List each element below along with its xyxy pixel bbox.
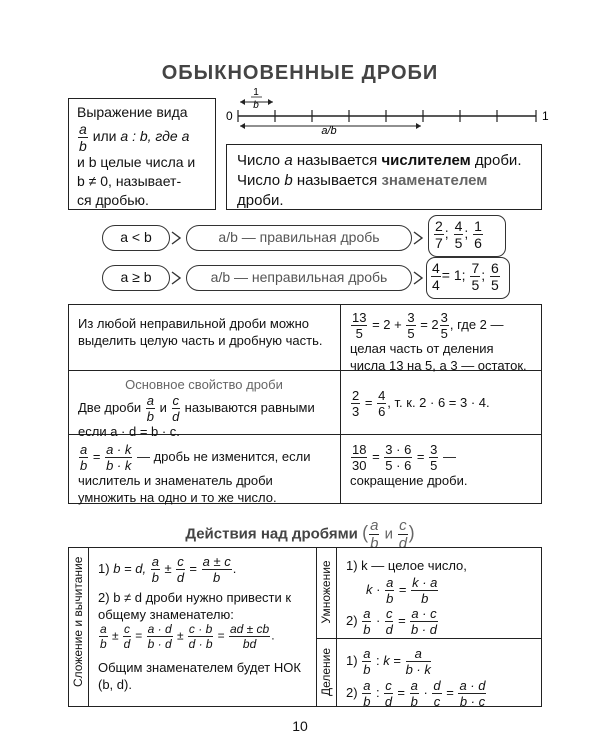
improper-condition: a ≥ b xyxy=(102,265,170,291)
def-line4: b ≠ 0, называет- xyxy=(77,173,182,189)
proper-condition: a < b xyxy=(102,225,170,251)
improper-examples: $\frac{4}{4}$ = 1; $\frac{7}{5}$ ; $\frac{6}{5}$ xyxy=(426,257,510,299)
rule-main-heading: Основное свойство дроби xyxy=(125,377,283,392)
numer-line1: Число a называется числителем дроби. xyxy=(237,152,522,169)
def-line5: ся дробью. xyxy=(77,192,149,208)
numer-line2: Число b называется знаменателем xyxy=(237,172,488,189)
add-case-1: 1) b = d, $\frac{a}{b}$ ± $\frac{c}{d}$ = $\frac{a \pm c}{b}$ . xyxy=(98,554,237,585)
arrow-icon xyxy=(170,230,186,246)
arrow-icon xyxy=(170,270,186,286)
label-multiply: Умножение xyxy=(319,560,333,624)
proper-examples: $\frac{2}{7}$ ; $\frac{4}{5}$ ; $\frac{1}{6}$ xyxy=(428,215,506,257)
add-case-2: 2) b ≠ d дроби нужно привести к общему знаменателю: xyxy=(98,590,292,622)
definition-box xyxy=(68,98,216,210)
fraction-a-b: $\frac{a}{b}$ xyxy=(79,121,87,154)
label-add-sub: Сложение и вычитание xyxy=(71,556,85,687)
unit-num: 1 xyxy=(253,87,259,98)
rule-main-example: $\frac{2}{3}$ = $\frac{4}{6}$ , т. к. 2 · 6 = 3 · 4. xyxy=(352,388,490,419)
def-line2: $\frac{a}{b}$ или a : b, где a xyxy=(79,121,190,154)
segment-label: a/b xyxy=(321,125,337,134)
rule-scaling: $\frac{a}{b}$ = $\frac{a \cdot k}{b \cdot k}$ — дробь не изменится, если числитель и знаменатель дроби умножить на одно и то же число. xyxy=(78,442,311,505)
mul-case-2: 2) $\frac{a}{b}$ · $\frac{c}{d}$ = $\frac{a \cdot c}{b \cdot d}$ xyxy=(346,606,437,637)
rule-integer-example: $\frac{13}{5}$ = 2 + $\frac{3}{5}$ = 2 $\frac{3}{5}$ , где 2 — целая часть от деления числа 13 на 5, а 3 — остаток. xyxy=(350,310,527,373)
label-divide: Деление xyxy=(319,647,333,697)
page-number: 10 xyxy=(292,718,308,734)
arrow-icon xyxy=(412,230,428,246)
mul-case-1: 1) k — целое число, k · $\frac{a}{b}$ = $\frac{k \cdot a}{b}$ xyxy=(346,558,467,606)
div-case-1: 1) $\frac{a}{b}$ : k = $\frac{a}{b \cdot k}$ xyxy=(346,646,431,677)
def-line1: Выражение вида xyxy=(77,104,188,120)
operations-title: Действия над дробями ( $\frac{a}{b}$ и $\frac{c}{d}$ ) xyxy=(185,517,415,552)
add-formula: $\frac{a}{b}$ ± $\frac{c}{d}$ = $\frac{a \cdot d}{b \cdot d}$ ± $\frac{c \cdot b}{d \cdot b}$ = $\frac{ad \pm cb}{bd}$ . xyxy=(100,622,275,651)
page-title: ОБЫКНОВЕННЫЕ ДРОБИ xyxy=(161,62,439,84)
improper-label: a/b — неправильная дробь xyxy=(186,265,412,291)
add-common-denominator: Общим знаменателем будет НОК (b, d). xyxy=(98,660,301,692)
numer-line3: дроби. xyxy=(237,192,284,209)
rule-main-property: Две дроби $\frac{a}{b}$ и $\frac{c}{d}$ называются равными если a · d = b · c. xyxy=(78,393,315,439)
div-case-2: 2) $\frac{a}{b}$ : $\frac{c}{d}$ = $\frac{a}{b}$ · $\frac{d}{c}$ = $\frac{a \cdot d}{b \cdot c}$ xyxy=(346,678,486,709)
rule-reduce-example: $\frac{18}{30}$ = $\frac{3 \cdot 6}{5 \cdot 6}$ = $\frac{3}{5}$ — сокращение дроби. xyxy=(350,442,468,488)
numerator-box xyxy=(226,144,542,210)
rule-integer-part: Из любой неправильной дроби можно выделить целую часть и дробную часть. xyxy=(78,316,323,348)
tick-0: 0 xyxy=(226,109,233,123)
tick-1: 1 xyxy=(542,109,549,123)
def-line3: и b целые числа и xyxy=(77,154,196,170)
proper-label: a/b — правильная дробь xyxy=(186,225,412,251)
number-line xyxy=(224,86,554,134)
unit-den: b xyxy=(253,100,259,111)
